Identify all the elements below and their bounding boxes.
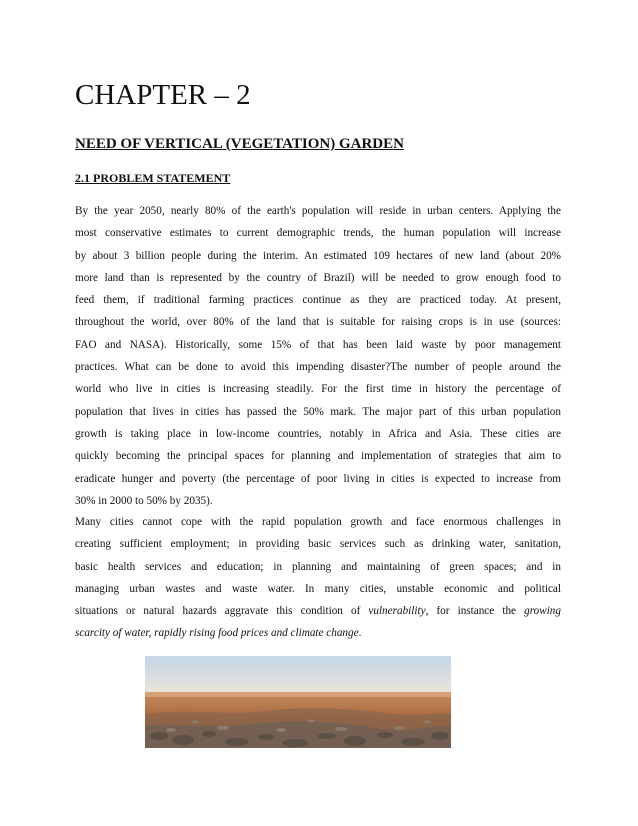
paragraph-line: population that lives in cities has passed the 50% mark. The major part of this urban population <box>75 405 561 418</box>
emphasis-growing: growing <box>524 605 561 618</box>
paragraph-line: 30% in 2000 to 50% by 2035). <box>75 494 213 507</box>
urban-challenges-paragraph <box>75 511 561 645</box>
emphasis-vulnerability: vulnerability <box>368 605 426 618</box>
paragraph-line: world who live in cities is increasing steadily. For the first time in history the percentage of <box>75 383 561 396</box>
paragraph-line: feed them, if traditional farming practices continue as they are practiced today. At present, <box>75 294 561 307</box>
chapter-title: CHAPTER – 2 <box>75 79 251 111</box>
paragraph-line: growth is taking place in low-income countries, notably in Africa and Asia. These cities are <box>75 427 561 440</box>
section-heading: NEED OF VERTICAL (VEGETATION) GARDEN <box>75 136 404 152</box>
paragraph-line: basic health services and education; in planning and maintaining of green spaces; and in <box>75 560 561 573</box>
emphasis-scarcity: scarcity of water, rapidly rising food prices and climate change <box>75 627 359 640</box>
paragraph-line: FAO and NASA). Historically, some 15% of that has been laid waste by poor management <box>75 338 561 351</box>
problem-statement-paragraph <box>75 200 561 512</box>
paragraph-line: creating sufficient employment; in providing basic services such as drinking water, sanitation, <box>75 538 561 551</box>
line-text: , for instance the <box>425 605 525 618</box>
line-text: . <box>358 627 362 640</box>
paragraph-line: Many cities cannot cope with the rapid population growth and face enormous challenges in <box>75 516 561 528</box>
subsection-heading: 2.1 PROBLEM STATEMENT <box>75 171 231 185</box>
desert-landscape-image <box>145 656 451 748</box>
paragraph-line: by about 3 billion people during the interim. An estimated 109 hectares of new land (about 20% <box>75 249 561 262</box>
paragraph-line: eradicate hunger and poverty (the percentage of poor living in cities is expected to increase from <box>75 472 561 485</box>
desert-landscape-photo <box>145 656 451 748</box>
paragraph-line: most conservative estimates to current demographic trends, the human population will increase <box>75 227 561 240</box>
paragraph-line <box>75 600 561 622</box>
paragraph-line: practices. What can be done to avoid this impending disaster?The number of people around the <box>75 361 561 374</box>
line-text: situations or natural hazards aggravate this condition of <box>75 605 369 618</box>
paragraph-line: By the year 2050, nearly 80% of the earth's population will reside in urban centers. Applying the <box>75 205 561 217</box>
paragraph-line: throughout the world, over 80% of the land that is suitable for raising crops is in use (sources: <box>75 316 561 329</box>
paragraph-line: more land than is represented by the country of Brazil) will be needed to grow enough food to <box>75 271 561 284</box>
paragraph-line: managing urban wastes and waste water. In many cities, unstable economic and political <box>75 582 561 595</box>
paragraph-line <box>75 622 561 644</box>
paragraph-line: quickly becoming the principal spaces for planning and implementation of strategies that aim to <box>75 450 561 463</box>
